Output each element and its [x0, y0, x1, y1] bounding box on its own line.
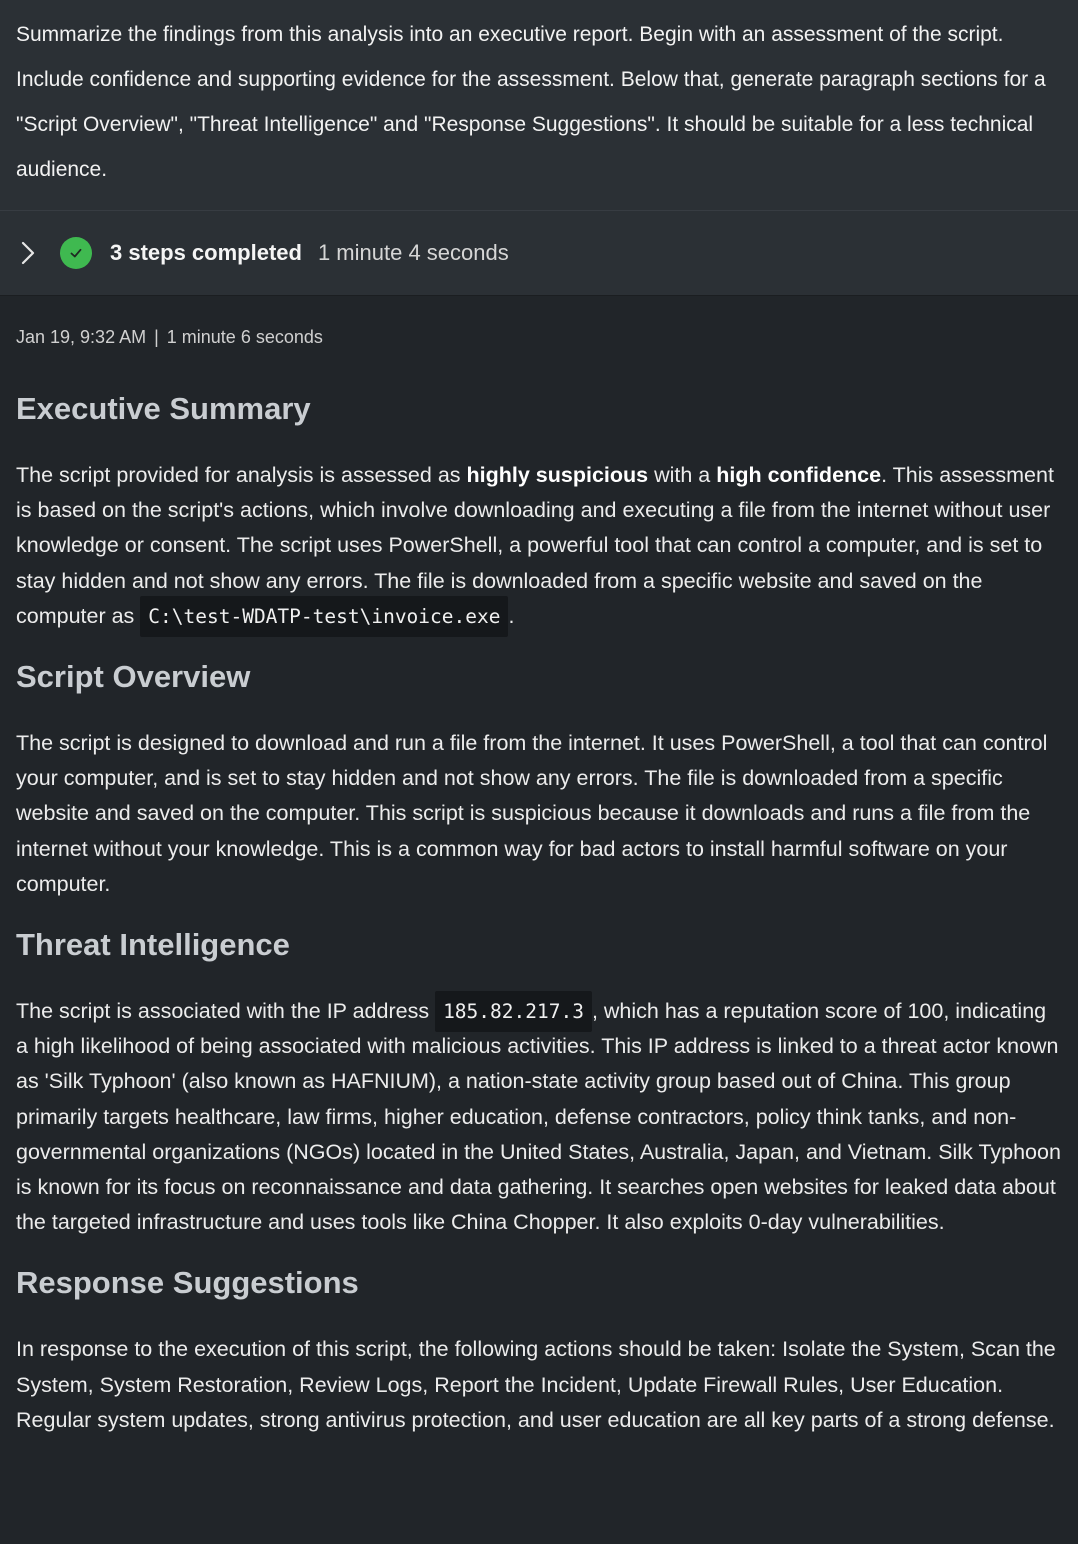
script-overview-body: The script is designed to download and run a file from the internet. It uses PowerShell, a tool that can control your computer, and is set to stay hidden and not show any errors. The file is downloaded from a specific website and saved on the computer. This script is suspicious because it downloads and runs a file from the internet without your knowledge. This is a common way for bad actors to install harmful software on your computer. [16, 731, 1048, 896]
executive-summary-text-1: The script provided for analysis is assessed as [16, 463, 467, 487]
response-suggestions-body: In response to the execution of this script, the following actions should be taken: Isolate the System, Scan the System, System Restoration, Review Logs, Report the Incident, Update Firewall Rules, User Education. Regular system updates, strong antivirus protection, and user education are all key parts of a strong defense. [16, 1337, 1056, 1432]
threat-intelligence-body [16, 994, 1062, 1240]
executive-summary-heading: Executive Summary [16, 391, 311, 426]
steps-summary-bar[interactable] [0, 211, 1078, 296]
assessment-verdict: highly suspicious [466, 463, 649, 487]
assistant-response [0, 296, 1078, 1438]
script-overview-heading: Script Overview [16, 659, 251, 695]
response-timestamp: Jan 19, 9:32 AM [16, 327, 147, 347]
user-prompt [0, 0, 1078, 211]
steps-duration: 1 minute 4 seconds [317, 240, 509, 265]
threat-intelligence-text-2: , which has a reputation score of 100, indicating a high likelihood of being associated with malicious activities. This IP address is linked to a threat actor known as 'Silk Typhoon' (also known as HAFNIUM), a nation-state activity group based out of China. This group primarily targets healthcare, law firms, higher education, defense contractors, policy think tanks, and non-governmental organizations (NGOs) located in the United States, Australia, Japan, and Vietnam. Silk Typhoon is known for its focus on reconnaissance and data gathering. It searches open websites for leaked data about the targeted infrastructure and uses tools like China Chopper. It also exploits 0-day vulnerabilities. [16, 999, 1061, 1235]
ip-address-code: 185.82.217.3 [435, 991, 592, 1032]
response-duration: 1 minute 6 seconds [166, 327, 323, 347]
threat-intelligence-heading: Threat Intelligence [16, 927, 290, 963]
steps-title: 3 steps completed [110, 240, 302, 265]
prompt-text: Summarize the findings from this analysis into an executive report. Begin with an assessment of the script. Include confidence and supporting evidence for the assessment. Below that, generate paragraph sections for a "Script Overview", "Threat Intelligence" and "Response Suggestions". It should be suitable for a less technical audience. [16, 23, 1046, 181]
assessment-confidence: high confidence [716, 463, 882, 487]
meta-separator: | [154, 327, 159, 347]
executive-summary-text-4: . [508, 603, 515, 628]
executive-summary-text-3: . This assessment is based on the script's actions, which involve downloading and executing a file from the internet without user knowledge or consent. The script uses PowerShell, a powerful tool that can control a computer, and is set to stay hidden and not show any errors. The file is downloaded from a specific website and saved on the computer as [16, 463, 1054, 628]
chevron-right-icon[interactable] [16, 241, 40, 265]
threat-intelligence-text-1: The script is associated with the IP address [16, 999, 436, 1024]
executive-summary-body [16, 458, 1062, 634]
response-suggestions-heading: Response Suggestions [16, 1265, 359, 1301]
response-meta [16, 322, 1062, 352]
executive-summary-text-2: with a [648, 463, 717, 487]
check-circle-icon [60, 237, 92, 269]
file-path-code: C:\test-WDATP-test\invoice.exe [140, 596, 508, 637]
